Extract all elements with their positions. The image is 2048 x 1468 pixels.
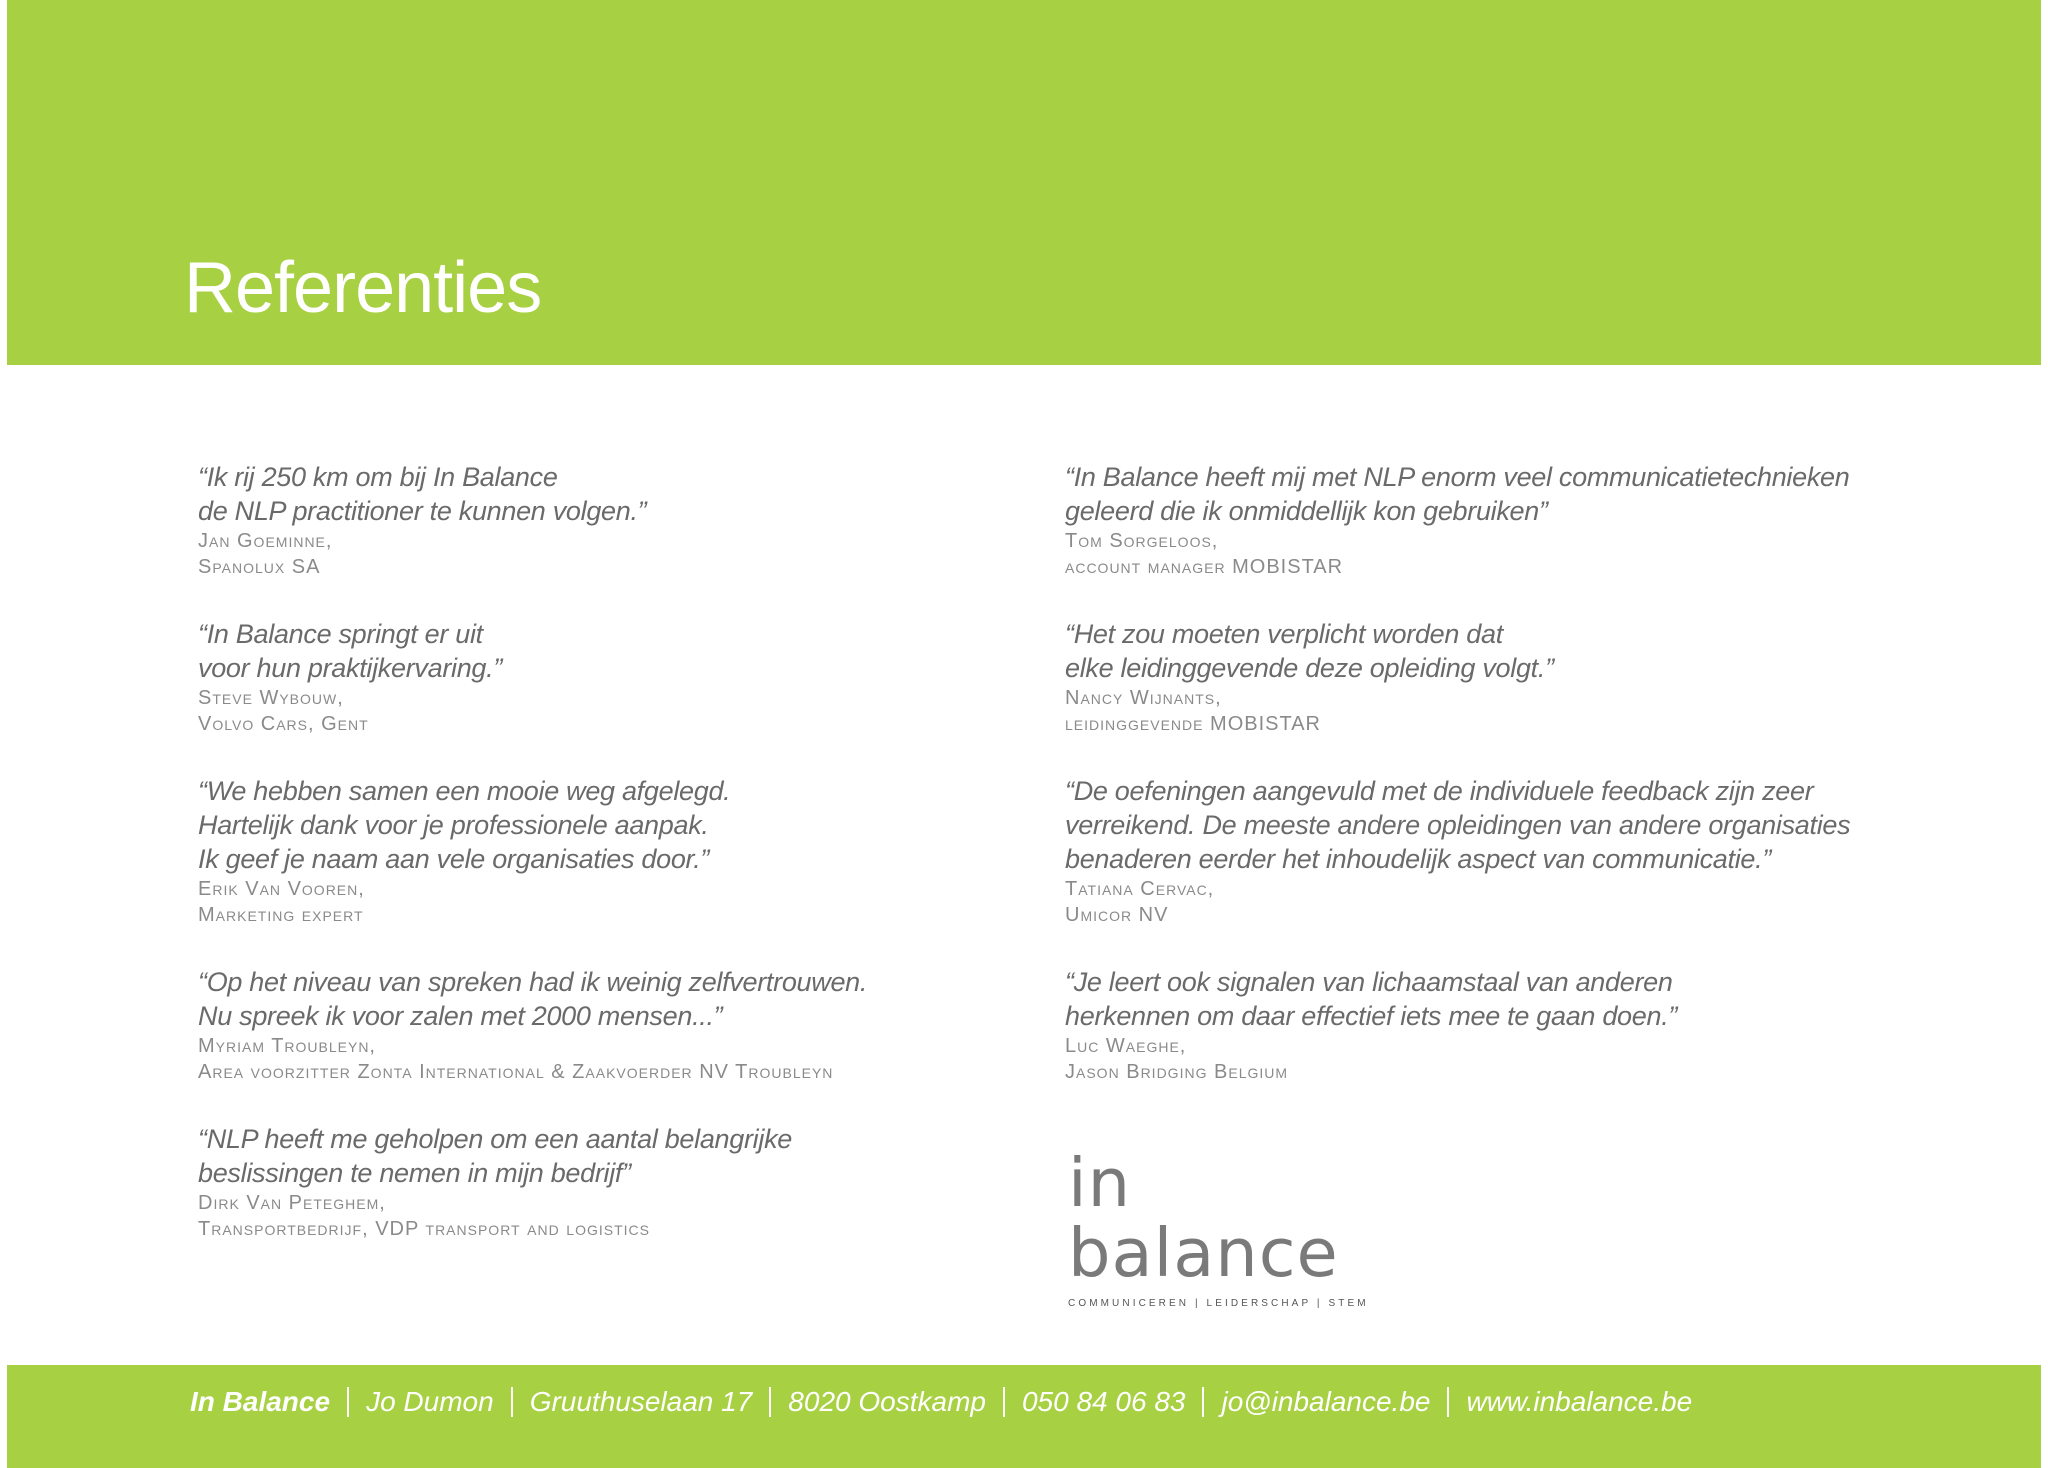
- testimonial-author: Dirk Van Peteghem,: [198, 1192, 386, 1214]
- testimonial: [198, 965, 1038, 1085]
- testimonial-company: Marketing expert: [198, 904, 364, 926]
- testimonial: [198, 617, 1038, 737]
- quote-line: de NLP practitioner te kunnen volgen.”: [198, 496, 647, 526]
- testimonial: [1065, 460, 1965, 580]
- testimonial-quote: [1065, 617, 1965, 685]
- testimonial-quote: [1065, 460, 1965, 528]
- page-title: Referenties: [184, 248, 542, 328]
- testimonial-quote: [198, 460, 1038, 528]
- testimonial-quote: [1065, 774, 1965, 876]
- footer-separator: [1202, 1387, 1204, 1417]
- footer-separator: [1003, 1387, 1005, 1417]
- quote-line: “We hebben samen een mooie weg afgelegd.: [198, 776, 731, 806]
- testimonial-quote: [198, 965, 1038, 1033]
- testimonial-company: leidinggevende MOBISTAR: [1065, 713, 1322, 735]
- footer-separator: [769, 1387, 771, 1417]
- quote-line: “De oefeningen aangevuld met de individuele feedback zijn zeer: [1065, 776, 1814, 806]
- testimonial-quote: [198, 774, 1038, 876]
- testimonials-right-column: [1065, 460, 1965, 1122]
- testimonial-company: account manager MOBISTAR: [1065, 556, 1344, 578]
- quote-line: “In Balance springt er uit: [198, 619, 483, 649]
- quote-line: herkennen om daar effectief iets mee te gaan doen.”: [1065, 1001, 1678, 1031]
- footer-separator: [347, 1387, 349, 1417]
- quote-line: “Op het niveau van spreken had ik weinig zelfvertrouwen.: [198, 967, 868, 997]
- testimonial-company: Umicor NV: [1065, 904, 1169, 926]
- quote-line: geleerd die ik onmiddellijk kon gebruiken”: [1065, 496, 1548, 526]
- quote-line: “Ik rij 250 km om bij In Balance: [198, 462, 558, 492]
- quote-line: benaderen eerder het inhoudelijk aspect van communicatie.”: [1065, 844, 1772, 874]
- quote-line: verreikend. De meeste andere opleidingen van andere organisaties: [1065, 810, 1851, 840]
- quote-line: voor hun praktijkervaring.”: [198, 653, 503, 683]
- testimonial: [198, 774, 1038, 928]
- testimonial-author: Nancy Wijnants,: [1065, 687, 1222, 709]
- quote-line: “NLP heeft me geholpen om een aantal belangrijke: [198, 1124, 792, 1154]
- quote-line: Ik geef je naam aan vele organisaties door.”: [198, 844, 710, 874]
- testimonial: [198, 460, 1038, 580]
- testimonial-author: Tom Sorgeloos,: [1065, 530, 1219, 552]
- footer-brand: In Balance: [190, 1386, 331, 1417]
- testimonial-author: Myriam Troubleyn,: [198, 1035, 376, 1057]
- footer-city: 8020 Oostkamp: [788, 1386, 986, 1417]
- quote-line: “Het zou moeten verplicht worden dat: [1065, 619, 1503, 649]
- testimonial-company: Volvo Cars, Gent: [198, 713, 369, 735]
- testimonial-company: Transportbedrijf, VDP transport and logistics: [198, 1218, 650, 1240]
- testimonial-author: Jan Goeminne,: [198, 530, 333, 552]
- testimonial-author: Steve Wybouw,: [198, 687, 344, 709]
- quote-line: Hartelijk dank voor je professionele aanpak.: [198, 810, 709, 840]
- in-balance-logo: [1068, 1144, 1369, 1309]
- footer-phone: 050 84 06 83: [1021, 1386, 1186, 1417]
- footer-name: Jo Dumon: [366, 1386, 494, 1417]
- testimonial-quote: [1065, 965, 1965, 1033]
- quote-line: “In Balance heeft mij met NLP enorm veel communicatietechnieken: [1065, 462, 1850, 492]
- logo-tagline: COMMUNICEREN | LEIDERSCHAP | STEM: [1068, 1298, 1369, 1309]
- footer-website: www.inbalance.be: [1466, 1386, 1693, 1417]
- testimonial: [1065, 965, 1965, 1085]
- footer-street: Gruuthuselaan 17: [529, 1386, 753, 1417]
- testimonial-author: Tatiana Cervac,: [1065, 878, 1215, 900]
- testimonial-company: Area voorzitter Zonta International & Zaakvoerder NV Troubleyn: [198, 1061, 834, 1083]
- testimonial-author: Luc Waeghe,: [1065, 1035, 1187, 1057]
- logo-wordmark: in balance: [1068, 1144, 1339, 1292]
- testimonials-left-column: [198, 460, 1038, 1279]
- footer-email: jo@inbalance.be: [1221, 1386, 1431, 1417]
- quote-line: “Je leert ook signalen van lichaamstaal van anderen: [1065, 967, 1673, 997]
- quote-line: Nu spreek ik voor zalen met 2000 mensen...”: [198, 1001, 723, 1031]
- testimonial-company: Spanolux SA: [198, 556, 321, 578]
- footer-separator: [511, 1387, 513, 1417]
- testimonial-quote: [198, 1122, 1038, 1190]
- quote-line: elke leidinggevende deze opleiding volgt.”: [1065, 653, 1554, 683]
- testimonial-company: Jason Bridging Belgium: [1065, 1061, 1289, 1083]
- testimonial: [1065, 774, 1965, 928]
- testimonial-quote: [198, 617, 1038, 685]
- testimonial: [1065, 617, 1965, 737]
- footer-separator: [1447, 1387, 1449, 1417]
- quote-line: beslissingen te nemen in mijn bedrijf”: [198, 1158, 631, 1188]
- testimonial-author: Erik Van Vooren,: [198, 878, 365, 900]
- testimonial: [198, 1122, 1038, 1242]
- footer-contact-line: [190, 1382, 1692, 1422]
